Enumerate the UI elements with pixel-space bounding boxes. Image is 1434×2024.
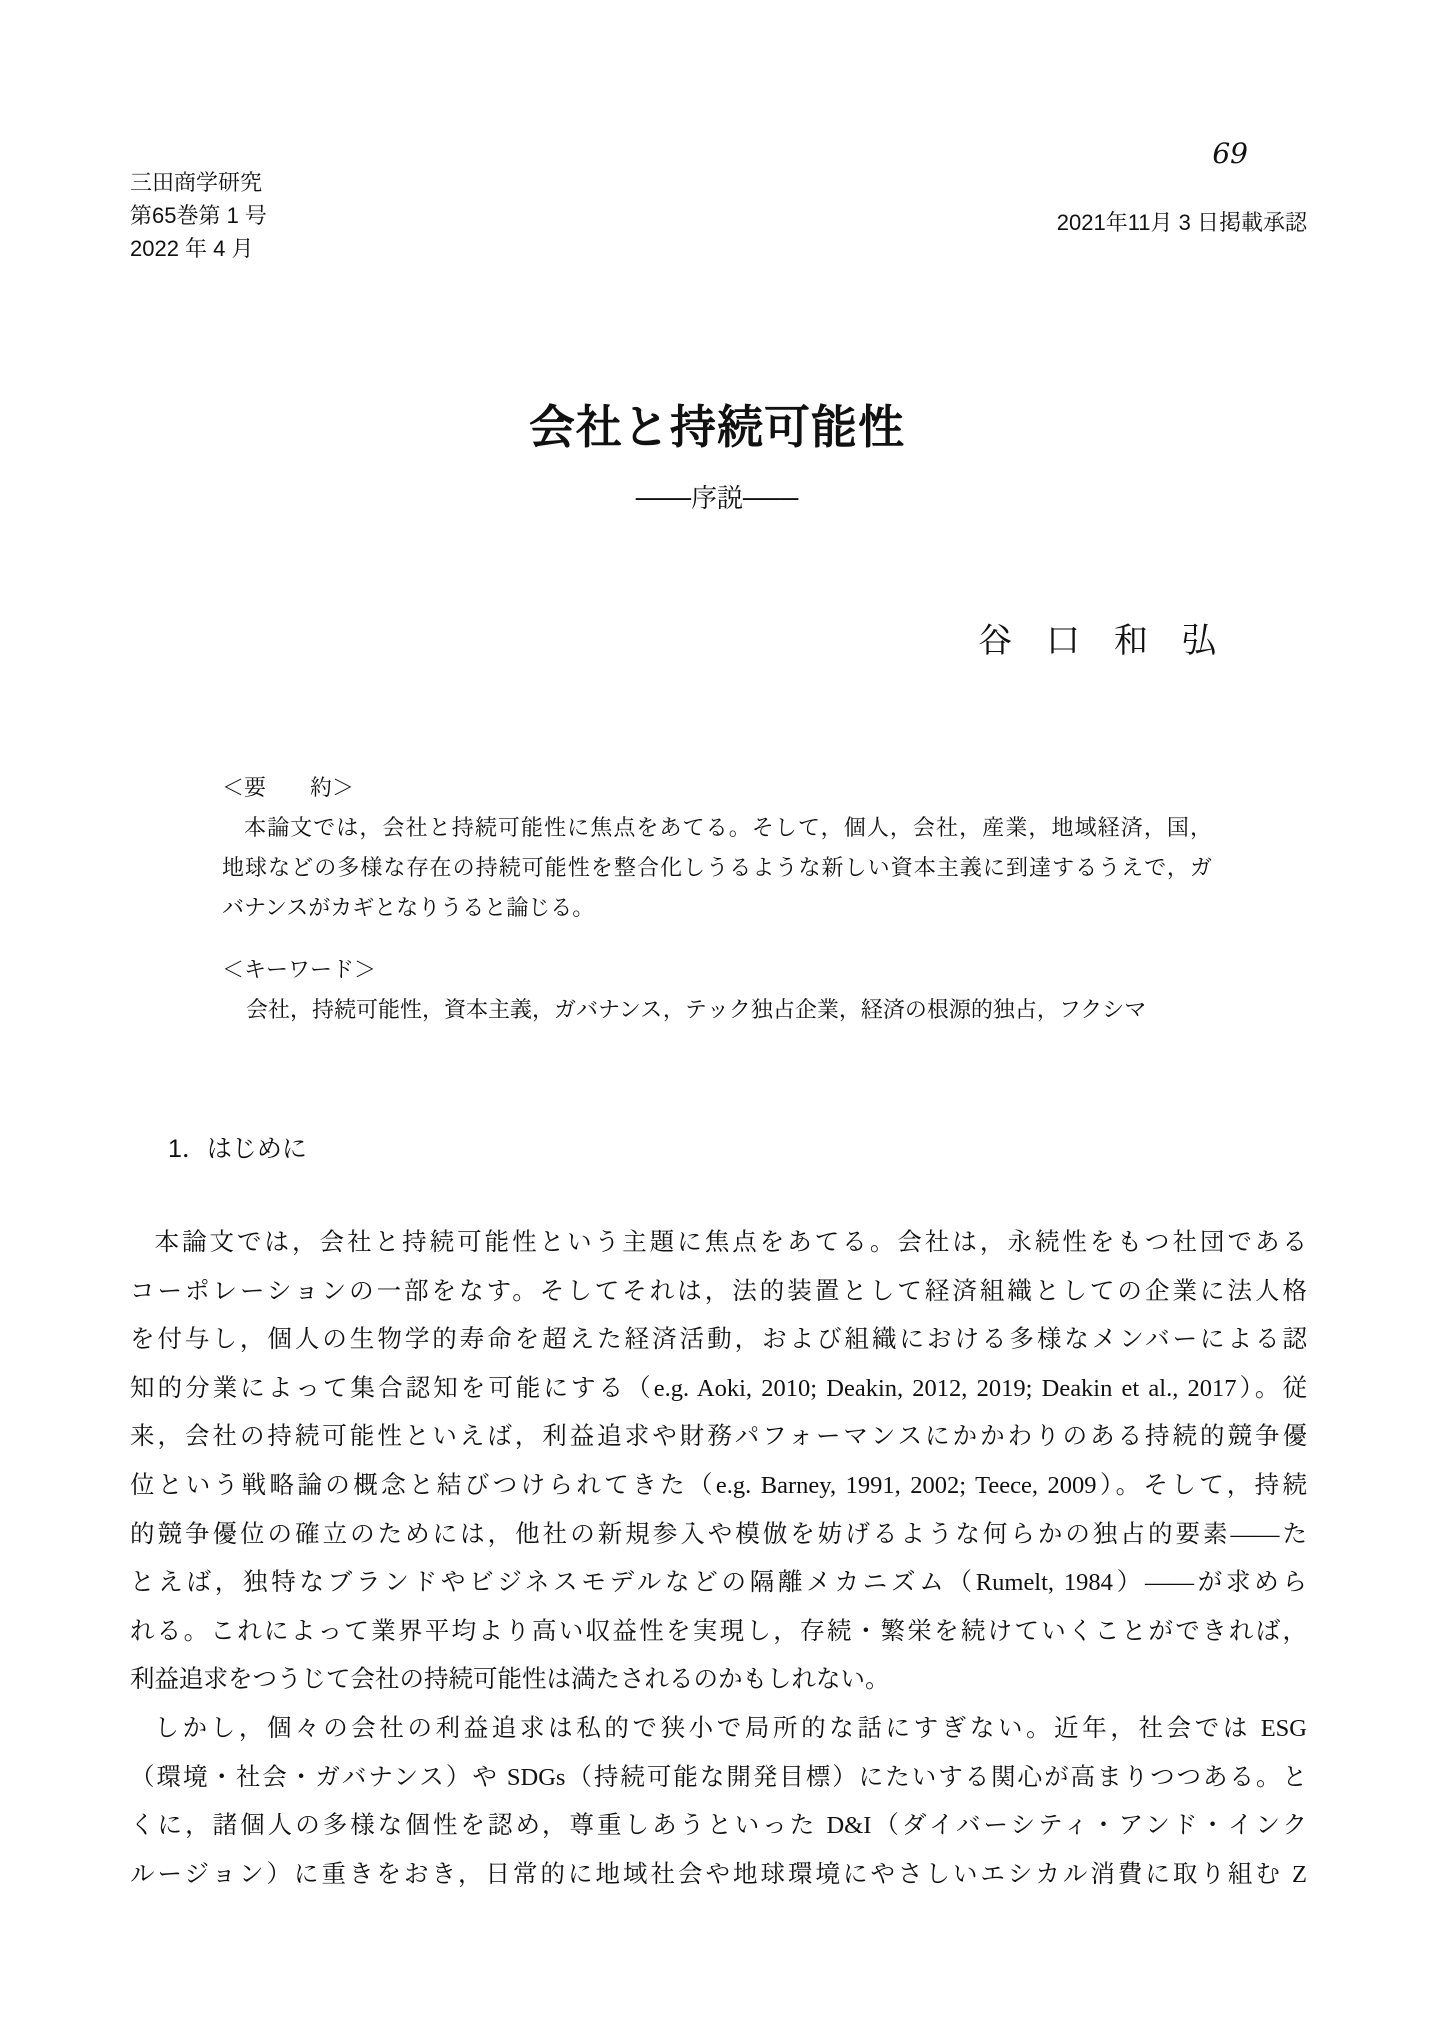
paper-subtitle: ───序説─── [635,484,799,513]
journal-name: 三田商学研究 [130,170,263,195]
abstract-section [222,768,1212,928]
journal-volume: 第65巻第 1 号 [130,203,267,228]
abstract-line: 本論文では，会社と持続可能性に焦点をあてる。そして，個人，会社，産業，地域経済，国， [244,815,1212,840]
body-line: 的競争優位の確立のためには，他社の新規参入や模倣を妨げるような何らかの独占的要素――た [130,1520,1307,1548]
keywords-heading: ＜キーワード＞ [222,957,377,982]
body-line: を付与し，個人の生物学的寿命を超えた経済活動，および組織における多様なメンバーによる認 [130,1326,1307,1354]
body-line: れる。これによって業界平均より高い収益性を実現し，存続・繁栄を続けていくことができれば， [130,1617,1307,1645]
body-text [130,1219,1307,1899]
body-line: ルージョン）に重きをおき，日常的に地域社会や地球環境にやさしいエシカル消費に取り組む Z [130,1860,1307,1888]
abstract-line: 地球などの多様な存在の持続可能性を整合化しうるような新しい資本主義に到達するうえで，ガ [222,855,1212,880]
journal-info [130,166,267,265]
body-line: しかし，個々の会社の利益追求は私的で狭小で局所的な話にすぎない。近年，社会では ESG [154,1714,1307,1742]
acceptance-note: 2021年11月 3 日掲載承認 [1056,210,1307,235]
keywords-list: 会社，持続可能性，資本主義，ガバナンス，テック独占企業，経済の根源的独占，フクシマ [246,997,1147,1022]
body-line: 利益追求をつうじて会社の持続可能性は満たされるのかもしれない。 [130,1666,890,1694]
body-line: 来，会社の持続可能性といえば，利益追求や財務パフォーマンスにかかわりのある持続的競争優 [130,1423,1307,1451]
body-line: とえば，独特なブランドやビジネスモデルなどの隔離メカニズム（Rumelt, 1984）――が求めら [130,1569,1307,1597]
section-heading: 1．はじめに [168,1135,307,1163]
keywords-section [222,950,1222,1030]
abstract-heading: ＜要 約＞ [222,775,355,800]
body-line: くに，諸個人の多様な個性を認め，尊重しあうといった D&I（ダイバーシティ・アンド・インク [130,1812,1307,1840]
body-line: 知的分業によって集合認知を可能にする（e.g. Aoki, 2010; Deakin, 2012, 2019; Deakin et al., 2017）。従 [130,1374,1307,1402]
body-line: コーポレーションの一部をなす。そしてそれは，法的装置として経済組織としての企業に法人格 [130,1277,1307,1305]
body-line: 位という戦略論の概念と結びつけられてきた（e.g. Barney, 1991, 2002; Teece, 2009）。そして，持続 [130,1471,1307,1499]
author-name: 谷 口 和 弘 [978,623,1216,660]
body-line: 本論文では，会社と持続可能性という主題に焦点をあてる。会社は，永続性をもつ社団である [154,1229,1307,1256]
page-number: 69 [1212,137,1248,170]
body-line: （環境・社会・ガバナンス）や SDGs（持続可能な開発目標）にたいする関心が高まりつつある。と [130,1763,1307,1791]
paper-title: 会社と持続可能性 [529,402,905,453]
journal-issue-date: 2022 年 4 月 [130,236,254,261]
abstract-line: バナンスがカギとなりうると論じる。 [222,895,595,920]
